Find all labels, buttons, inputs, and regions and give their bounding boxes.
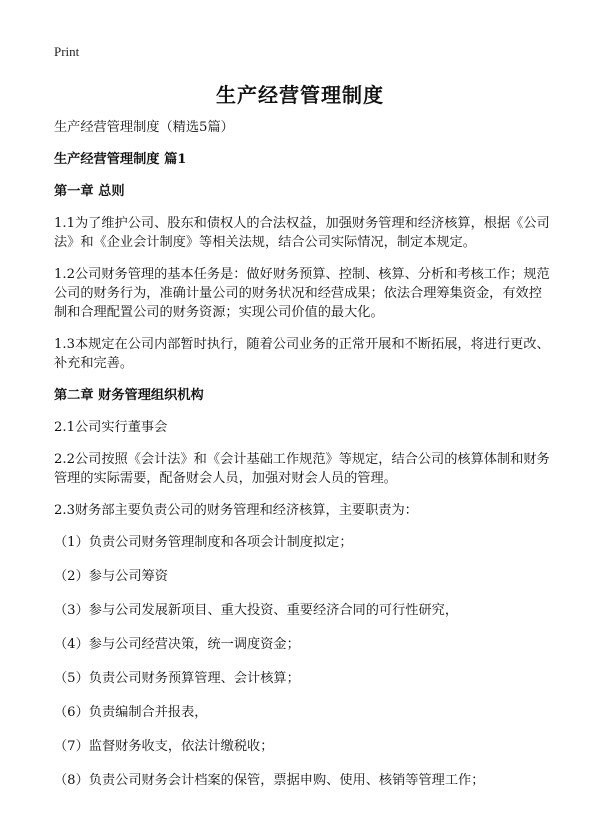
duty-item: （5）负责公司财务预算管理、会计核算；	[54, 671, 300, 686]
paragraph-2-1: 2.1公司实行董事会	[54, 420, 168, 435]
document-title: 生产经营管理制度	[216, 83, 384, 107]
duty-item: （3）参与公司发展新项目、重大投资、重要经济合同的可行性研究，	[54, 603, 459, 618]
chapter-2-heading: 第二章 财务管理组织机构	[54, 388, 204, 403]
chapter-1-heading: 第一章 总则	[54, 184, 125, 199]
duty-item: （4）参与公司经营决策，统一调度资金；	[54, 637, 300, 652]
paragraph-1-3: 1.3本规定在公司内部暂时执行，随着公司业务的正常开展和不断拓展，将进行更改、补充和完善。	[54, 337, 550, 371]
paragraph-1-1: 1.1为了维护公司、股东和债权人的合法权益，加强财务管理和经济核算，根据《公司法》和《企业会计制度》等相关法规，结合公司实际情况，制定本规定。	[54, 216, 550, 250]
paragraph-2-2: 2.2公司按照《会计法》和《会计基础工作规范》等规定，结合公司的核算体制和财务管理的实际需要，配备财会人员，加强对财会人员的管理。	[54, 452, 550, 486]
duty-item: （7）监督财务收支，依法计缴税收；	[54, 739, 274, 754]
duty-item: （1）负责公司财务管理制度和各项会计制度拟定；	[54, 535, 353, 550]
document-body	[54, 118, 554, 805]
paragraph-2-3: 2.3财务部主要负责公司的财务管理和经济核算，主要职责为：	[54, 503, 418, 518]
section-heading: 生产经营管理制度 篇1	[54, 152, 187, 167]
print-link[interactable]: Print	[54, 44, 80, 59]
paragraph-1-2: 1.2公司财务管理的基本任务是：做好财务预算、控制、核算、分析和考核工作；规范公司的财务行为，准确计量公司的财务状况和经营成果；依法合理筹集资金，有效控制和合理配置公司的财务资源；实现公司价值的最大化。	[54, 267, 550, 320]
duty-item: （6）负责编制合并报表，	[54, 705, 208, 720]
document-subtitle: 生产经营管理制度（精选5篇）	[54, 120, 234, 135]
duty-item: （2）参与公司筹资	[54, 569, 168, 584]
duty-item: （8）负责公司财务会计档案的保管，票据申购、使用、核销等管理工作；	[54, 773, 485, 788]
